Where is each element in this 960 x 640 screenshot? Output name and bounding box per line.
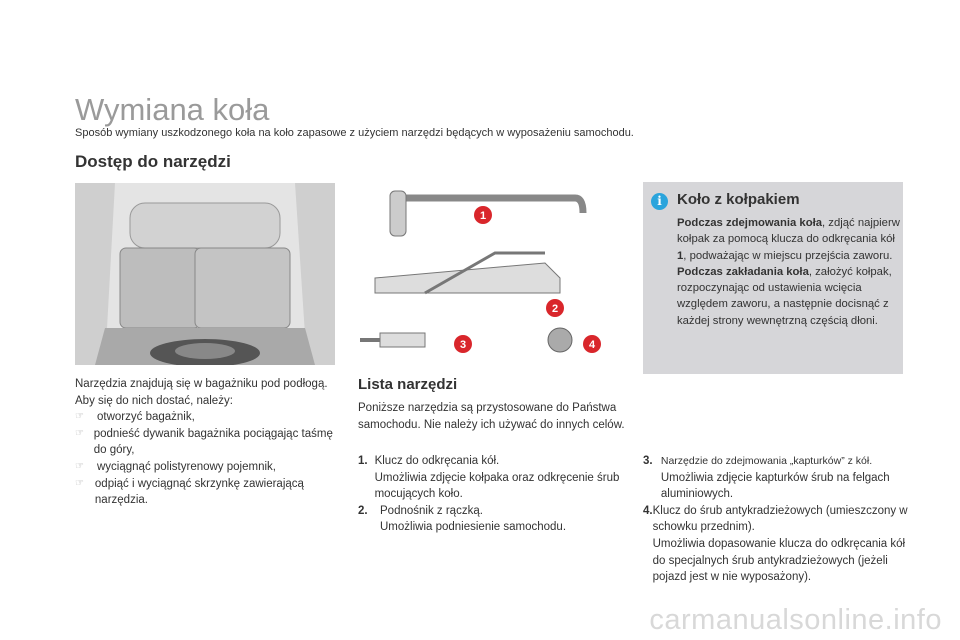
section-heading-tools: Lista narzędzi bbox=[358, 376, 458, 393]
tool-badge-1 bbox=[474, 206, 492, 224]
tool-badge-4 bbox=[583, 335, 601, 353]
tool-badge-2 bbox=[546, 299, 564, 317]
tools-list-right bbox=[643, 453, 908, 586]
info-box-hubcap bbox=[643, 182, 903, 374]
list-item: ☞ wyciągnąć polistyrenowy pojemnik, bbox=[75, 459, 335, 476]
pointing-hand-icon: ☞ bbox=[75, 427, 84, 439]
svg-text:2: 2 bbox=[551, 303, 559, 315]
list-item: ☞ podnieść dywanik bagażnika pociągając taśmę do góry, bbox=[75, 426, 335, 459]
list-item: 3. Narzędzie do zdejmowania „kapturków” z kół. Umożliwia zdjęcie kapturków śrub na felgach aluminiowych. bbox=[643, 455, 890, 501]
tools-list-left bbox=[358, 453, 628, 536]
svg-text:3: 3 bbox=[459, 339, 467, 351]
pointing-hand-icon: ☞ bbox=[75, 460, 84, 472]
tools-illustration bbox=[345, 183, 605, 363]
svg-text:1: 1 bbox=[479, 210, 487, 222]
info-icon: i bbox=[651, 193, 668, 210]
svg-text:4: 4 bbox=[588, 339, 596, 351]
page-subtitle: Sposób wymiany uszkodzonego koła na koło zapasowe z użyciem narzędzi będących w wyposażeniu samochodu. bbox=[75, 127, 634, 139]
tool-badge-3 bbox=[454, 335, 472, 353]
list-item: 1. Klucz do odkręcania kół. Umożliwia zdjęcie kołpaka oraz odkręcenie śrub mocujących koło. bbox=[358, 455, 620, 501]
list-item: ☞ otworzyć bagażnik, bbox=[75, 409, 335, 426]
trunk-photo bbox=[75, 183, 335, 365]
pointing-hand-icon: ☞ bbox=[75, 477, 84, 489]
list-item: ☞ odpiąć i wyciągnąć skrzynkę zawierającą narzędzia. bbox=[75, 476, 335, 509]
info-body: Podczas zdejmowania koła, zdjąć najpierw kołpak za pomocą klucza do odkręcania kół 1, podważając w miejscu przejścia zaworu. Podczas zakładania koła, założyć kołpak, rozpoczynając od ustawienia wcięcia względem zaworu, a następnie docisnąć z każdej strony wewnętrzną częścią dłoni. bbox=[677, 217, 900, 327]
page-title: Wymiana koła bbox=[75, 92, 270, 127]
pointing-hand-icon: ☞ bbox=[75, 411, 84, 423]
info-heading: Koło z kołpakiem bbox=[677, 191, 800, 208]
access-intro-2: Aby się do nich dostać, należy: bbox=[75, 394, 233, 407]
watermark: carmanualsonline.info bbox=[649, 604, 942, 636]
list-item: 2. Podnośnik z rączką. Umożliwia podniesienie samochodu. bbox=[358, 504, 567, 534]
access-instructions bbox=[75, 376, 335, 509]
list-item: 4. Klucz do śrub antykradzieżowych (umieszczony w schowku przednim). Umożliwia dopasowanie klucza do odkręcania kół do specjalnych śrub antykradzieżowych (jeżeli pojazd jest w nie wyposażony). bbox=[643, 504, 908, 584]
tools-intro: Poniższe narzędzia są przystosowane do Państwa samochodu. Nie należy ich używać do innych celów. bbox=[358, 402, 625, 431]
section-heading-access: Dostęp do narzędzi bbox=[75, 152, 231, 171]
access-intro: Narzędzia znajdują się w bagażniku pod podłogą. bbox=[75, 378, 328, 390]
